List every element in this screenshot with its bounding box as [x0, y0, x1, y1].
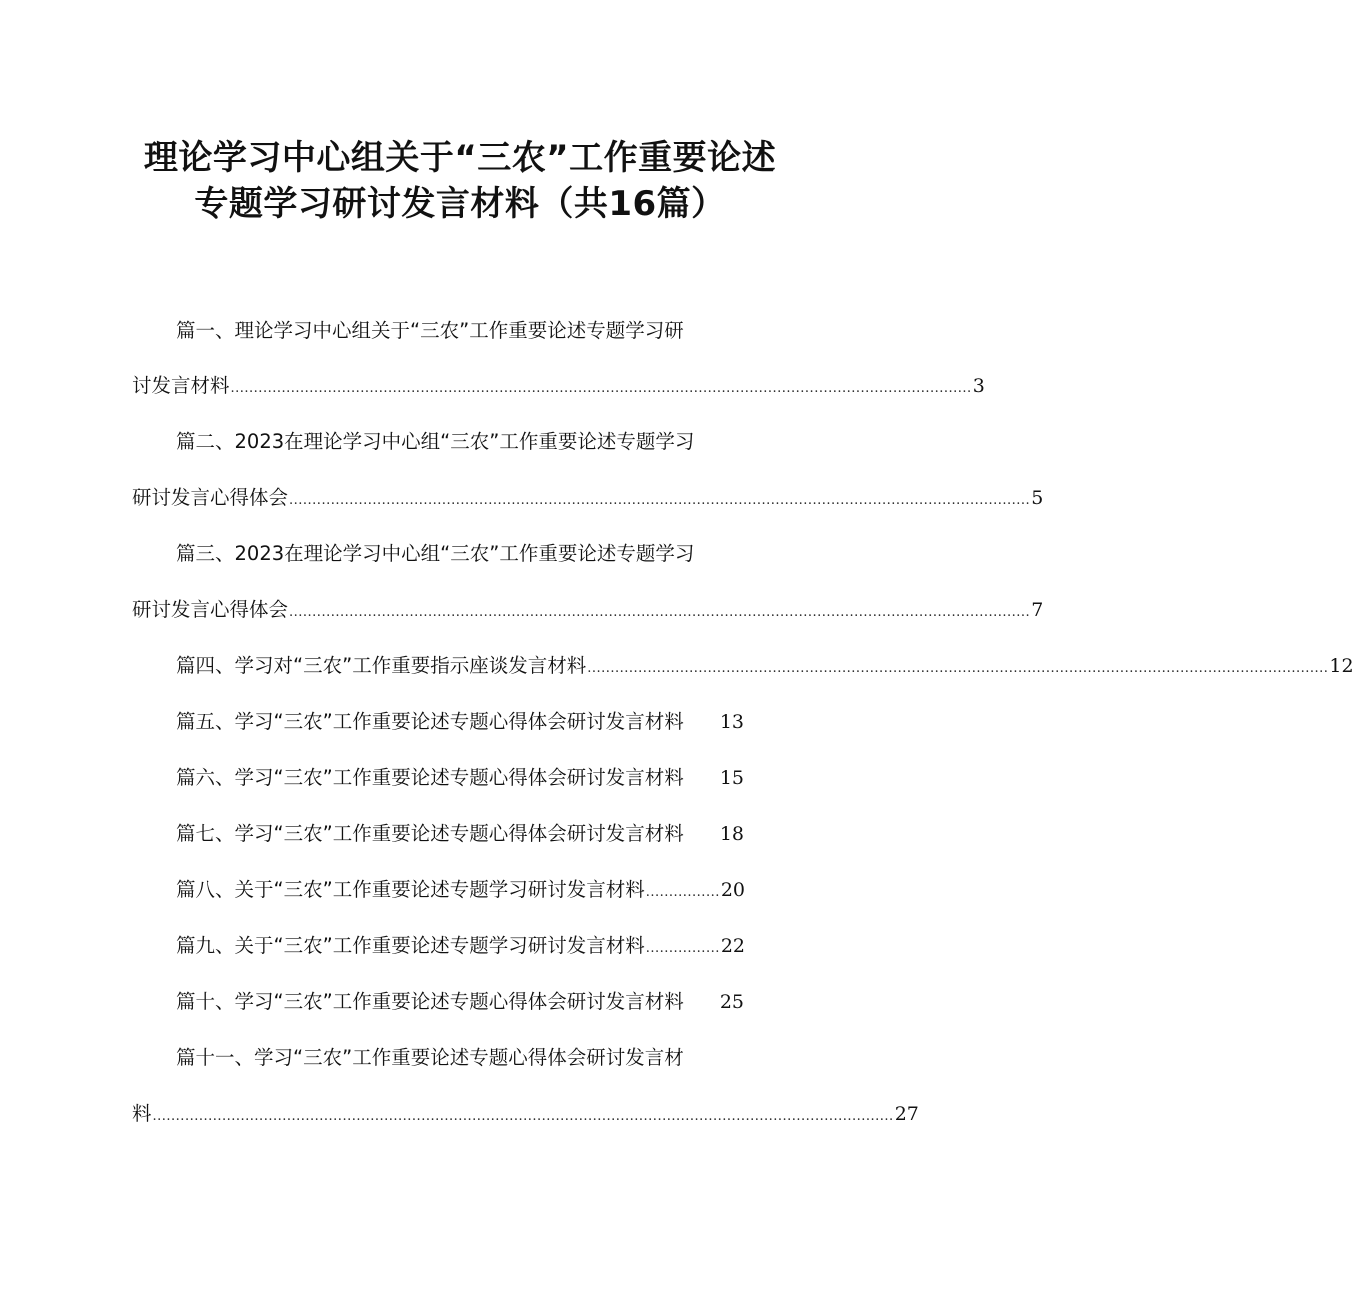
- toc-entry-5-title: 篇五、学习“三农”工作重要论述专题心得体会研讨发言材料: [176, 710, 684, 733]
- toc-entry-2-line-1[interactable]: 篇二、2023在理论学习中心组“三农”工作重要论述专题学习: [176, 430, 695, 453]
- toc-entry-11-page: 27: [894, 1103, 919, 1125]
- toc-entry-3-line-2[interactable]: [132, 598, 1044, 621]
- toc-entry-1-title-end: 讨发言材料: [132, 374, 230, 397]
- toc-entry-2-title-end: 研讨发言心得体会: [132, 486, 289, 509]
- toc-entry-3-page: 7: [1031, 599, 1044, 621]
- toc-entry-7[interactable]: [176, 824, 744, 844]
- toc-entry-9[interactable]: [176, 934, 746, 957]
- toc-leader-dots: ................................................................................................................................................................: [289, 493, 1031, 508]
- toc-entry-1-line-2[interactable]: [132, 374, 985, 397]
- toc-entry-2-line-2[interactable]: [132, 486, 1044, 509]
- toc-entry-8-title: 篇八、关于“三农”工作重要论述专题学习研讨发言材料: [176, 878, 645, 901]
- toc-entry-3-line-1[interactable]: 篇三、2023在理论学习中心组“三农”工作重要论述专题学习: [176, 542, 695, 565]
- toc-entry-11-line-1[interactable]: 篇十一、学习“三农”工作重要论述专题心得体会研讨发言材: [176, 1046, 684, 1069]
- toc-entry-10[interactable]: [176, 992, 744, 1012]
- toc-leader-dots: ................................................................................................................................................................: [587, 661, 1329, 676]
- toc-entry-3-title-end: 研讨发言心得体会: [132, 598, 289, 621]
- toc-entry-7-title: 篇七、学习“三农”工作重要论述专题心得体会研讨发言材料: [176, 822, 684, 845]
- toc-entry-5-page: 13: [719, 711, 744, 733]
- toc-entry-6[interactable]: [176, 768, 744, 788]
- toc-entry-6-title: 篇六、学习“三农”工作重要论述专题心得体会研讨发言材料: [176, 766, 684, 789]
- toc-entry-2-page: 5: [1031, 487, 1044, 509]
- toc-entry-10-page: 25: [719, 991, 744, 1013]
- toc-entry-7-page: 18: [719, 823, 744, 845]
- toc-entry-4[interactable]: [176, 654, 1354, 677]
- document-title-line-1: 理论学习中心组关于“三农”工作重要论述: [143, 138, 777, 178]
- toc-leader-dots: ................: [645, 885, 720, 900]
- toc-leader-dots: ................................................................................................................................................................: [289, 605, 1031, 620]
- toc-entry-8-page: 20: [720, 879, 746, 901]
- toc-entry-4-title: 篇四、学习对“三农”工作重要指示座谈发言材料: [176, 654, 587, 677]
- toc-entry-1-line-1[interactable]: 篇一、理论学习中心组关于“三农”工作重要论述专题学习研: [176, 319, 684, 342]
- toc-entry-9-page: 22: [720, 935, 746, 957]
- toc-entry-6-page: 15: [719, 767, 744, 789]
- toc-entry-4-page: 12: [1329, 655, 1354, 677]
- toc-entry-9-title: 篇九、关于“三农”工作重要论述专题学习研讨发言材料: [176, 934, 645, 957]
- toc-entry-11-title-end: 料: [132, 1102, 152, 1125]
- toc-leader-dots: ................................................................................................................................................................: [152, 1109, 894, 1124]
- toc-entry-8[interactable]: [176, 878, 746, 901]
- toc-entry-11-line-2[interactable]: [132, 1102, 919, 1125]
- toc-leader-dots: ................................................................................................................................................................: [230, 381, 972, 396]
- toc-entry-10-title: 篇十、学习“三农”工作重要论述专题心得体会研讨发言材料: [176, 990, 684, 1013]
- document-title-line-2: 专题学习研讨发言材料（共16篇）: [194, 184, 726, 224]
- toc-entry-5[interactable]: [176, 712, 744, 732]
- toc-entry-1-page: 3: [972, 375, 985, 397]
- toc-leader-dots: ................: [645, 941, 720, 956]
